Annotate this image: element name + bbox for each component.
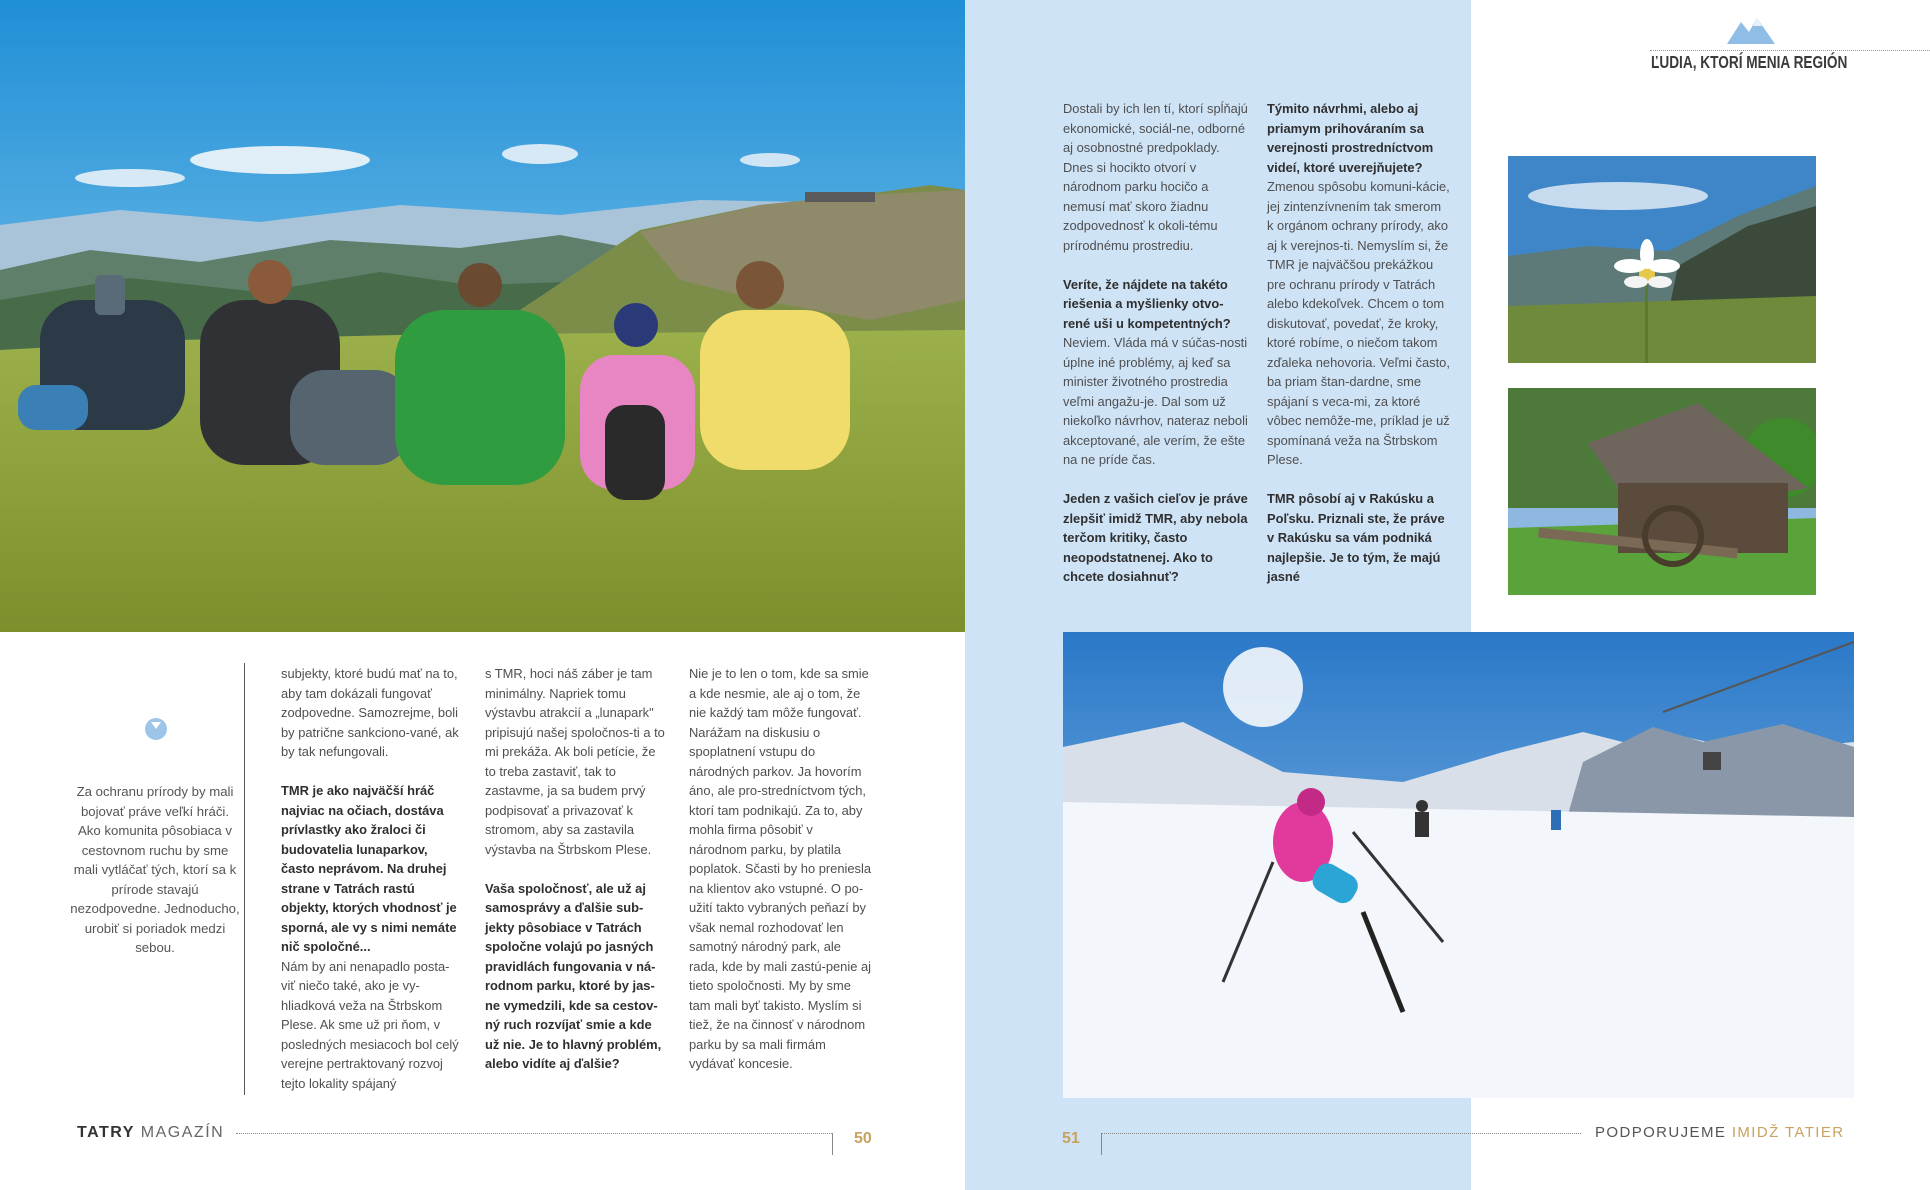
footer-rule xyxy=(236,1133,832,1134)
column-divider xyxy=(244,663,245,1095)
footer-rule xyxy=(1101,1133,1581,1134)
article-column-2 xyxy=(485,664,667,1074)
page-number: 50 xyxy=(854,1130,872,1147)
paragraph: s TMR, hoci náš záber je tam minimálny. Napriek tomu výstavbu atrakcií a „lunapark" pripisujú našej spoločnos-ti a to mi prekáža. Ak boli petície, že to treba zastaviť, tak to zastavme, ja sa budem prvý podpisovať a privazovať k stromom, aby sa zastavila výstavba na Štrbskom Plese. xyxy=(485,666,665,857)
section-title: ĽUDIA, KTORÍ MENIA REGIÓN xyxy=(1651,52,1848,72)
magazine-brand: TATRY MAGAZÍN xyxy=(77,1124,225,1141)
photo-skiers xyxy=(1063,632,1854,1098)
header-rule xyxy=(1650,50,1930,51)
pull-quote: Za ochranu prírody by mali bojovať práve veľkí hráči. Ako komunita pôsobiaca v cestovnom ruchu by sme mali vytláčať tých, ktorí sa k prírode stavajú nezodpovedne. Jednoducho, urobiť si poriadok medzi sebou. xyxy=(70,784,240,955)
interview-question: TMR je ako najväčší hráč najviac na očiach, dostáva prívlastky ako žraloci či budovatelia lunaparkov, často neprávom. Na druhej strane v Tatrách rastú objekty, ktorých vhodnosť je sporná, ale vy s nimi nemáte nič spoločné... xyxy=(281,783,457,954)
quote-marker-icon xyxy=(145,718,167,740)
paragraph: Dostali by ich len tí, ktorí spĺňajú ekonomické, sociál-ne, odborné aj osobnostné predpoklady. Dnes si hocikto otvorí v národnom parku hocičo a nemusí mať skoro žiadnu zodpovednosť k okoli-tému prírodnému prostrediu. xyxy=(1063,101,1248,253)
interview-question: Týmito návrhmi, alebo aj priamym prihováraním sa verejnosti prostredníctvom videí, ktoré uverejňujete? xyxy=(1267,101,1434,175)
page-number: 51 xyxy=(1062,1130,1080,1147)
article-column-4 xyxy=(1063,99,1248,587)
paragraph: Zmenou spôsobu komuni-kácie, jej zintenzívnením tak smerom k orgánom ochrany prírody, ako aj k verejnos-ti. Nemyslím si, že TMR je najväčšou prekážkou pre ochranu prírody v Tatrách alebo kdekoľvek. Chcem o tom diskutovať, povedať, že kroky, ktoré robíme, o niečom takom zďaleka nehovoria. Veľmi často, ba priam štan-dardne, sme spájaní s veca-mi, za ktoré vôbec nemôže-me, príklad je už spomínaná veža na Štrbskom Plese. xyxy=(1267,179,1450,467)
footer-tick xyxy=(1101,1133,1102,1155)
paragraph: Nám by ani nenapadlo posta-viť niečo také, ako je vy-hliadková veža na Štrbskom Plese. Ak sme už pri ňom, v posledných mesiacoch bol celý verejne pertraktovaný rozvoj tejto lokality spájaný xyxy=(281,958,459,1091)
article-column-1 xyxy=(281,664,463,1093)
article-column-5 xyxy=(1267,99,1450,587)
paragraph: Neviem. Vláda má v súčas-nosti úplne iné problémy, aj keď sa minister životného prostredia veľmi angažu-je. Dal som už niekoľko návrhov, nateraz neboli akceptované, ale verím, že ešte na ne príde čas. xyxy=(1063,335,1248,467)
footer-tick xyxy=(832,1133,833,1155)
hero-photo-hikers xyxy=(0,0,965,632)
mountain-logo-icon xyxy=(1727,16,1775,44)
interview-question: Jeden z vašich cieľov je práve zlepšiť imidž TMR, aby nebola terčom kritiky, často neopodstatnenej. Ako to chcete dosiahnuť? xyxy=(1063,491,1248,584)
section-slogan: PODPORUJEME IMIDŽ TATIER xyxy=(1595,1124,1845,1141)
interview-question: Veríte, že nájdete na takéto riešenia a myšlienky otvo-rené uši u kompetentných? xyxy=(1063,276,1231,331)
pull-quote-block xyxy=(70,718,240,958)
interview-question: Vaša spoločnosť, ale už aj samosprávy a ďalšie sub-jekty pôsobiace v Tatrách spoločne volajú po jasných pravidlách fungovania v ná-rodnom parku, ktoré by jas-ne vymedzili, kde sa cestov-ný ruch rozvíjať smie a kde už nie. Je to hlavný problém, alebo vidíte aj ďalšie? xyxy=(485,880,662,1071)
paragraph: Nie je to len o tom, kde sa smie a kde nesmie, ale aj o tom, že nie každý tam môže fungovať. Narážam na diskusiu o spoplatnení vstupu do národných parkov. Ja hovorím áno, ale pro-stredníctvom tých, ktorí tam podnikajú. Za to, aby mohla firma pôsobiť v národnom parku, by platila poplatok. Sčasti by ho preniesla na klientov ako vstupné. O po-užití takto vybraných peňazí by však nemal rozhodovať len samotný národný park, ale rada, kde by mali zastú-penie aj tieto spoločnosti. My by sme tam mali byť takisto. Myslím si tiež, že na činnosť v národnom parku by sa mali firmám vydávať koncesie. xyxy=(689,666,872,1071)
paragraph: subjekty, ktoré budú mať na to, aby tam dokázali fungovať zodpovedne. Samozrejme, boli by patrične sankciono-vané, ak by tak nefungovali. xyxy=(281,666,459,759)
photo-wooden-mill xyxy=(1508,388,1816,595)
article-column-3 xyxy=(689,664,871,1074)
photo-pasqueflower xyxy=(1508,156,1816,363)
interview-question: TMR pôsobí aj v Rakúsku a Poľsku. Priznali ste, že práve v Rakúsku sa vám podniká najlepšie. Je to tým, že majú jasné xyxy=(1267,491,1445,584)
